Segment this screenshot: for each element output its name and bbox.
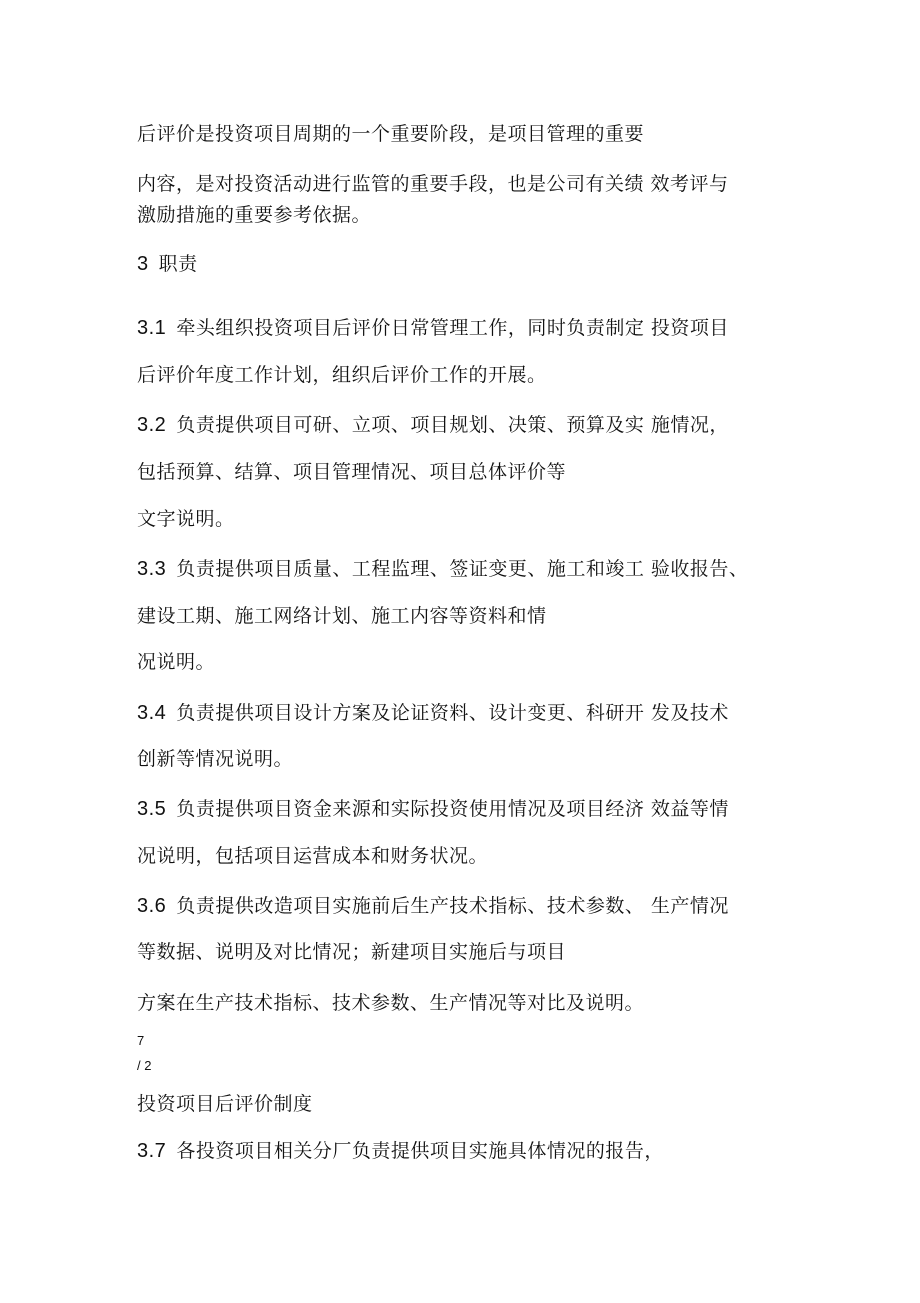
clause-3-3-line-3: 况说明。 [137,651,216,673]
clause-text: 负责提供项目可研、立项、项目规划、决策、预算及实 施情况， [176,414,729,436]
clause-text: 负责提供项目质量、工程监理、签证变更、施工和竣工 验收报告、 [176,558,749,580]
clause-3-6-line-2: 等数据、说明及对比情况；新建项目实施后与项目 [137,941,567,963]
clause-3-2-line-1 [137,412,729,438]
clause-text: 负责提供项目设计方案及论证资料、设计变更、科研开 发及技术 [176,702,729,724]
clause-number: 3.6 [137,895,167,917]
clause-3-3-line-1 [137,556,748,582]
clause-text: 负责提供改造项目实施前后生产技术指标、技术参数、 生产情况 [176,895,729,917]
clause-number: 3.1 [137,317,167,339]
clause-3-5-line-2: 况说明，包括项目运营成本和财务状况。 [137,845,489,867]
clause-3-4-line-1 [137,700,729,726]
section-number: 3 [137,253,149,275]
clause-3-1-line-2: 后评价年度工作计划，组织后评价工作的开展。 [137,364,547,386]
intro-line-3: 激励措施的重要参考依据。 [137,204,372,226]
clause-3-4-line-2: 创新等情况说明。 [137,748,294,770]
clause-number: 3.3 [137,558,167,580]
clause-3-1-line-1 [137,315,729,341]
clause-3-6-line-1 [137,893,729,919]
clause-3-6-line-3: 方案在生产技术指标、技术参数、生产情况等对比及说明。 [137,992,645,1014]
page-total: / 2 [137,1058,152,1073]
intro-line-1: 后评价是投资项目周期的一个重要阶段，是项目管理的重要 [137,123,645,145]
clause-text: 负责提供项目资金来源和实际投资使用情况及项目经济 效益等情 [176,798,729,820]
clause-3-7-line-1 [137,1138,664,1164]
clause-number: 3.4 [137,702,167,724]
section-heading [137,251,198,277]
clause-text: 各投资项目相关分厂负责提供项目实施具体情况的报告， [176,1140,664,1162]
clause-3-2-line-2: 包括预算、结算、项目管理情况、项目总体评价等 [137,461,567,483]
clause-text: 牵头组织投资项目后评价日常管理工作，同时负责制定 投资项目 [176,317,729,339]
clause-3-2-line-3: 文字说明。 [137,508,235,530]
clause-number: 3.5 [137,798,167,820]
clause-number: 3.2 [137,414,167,436]
clause-3-5-line-1 [137,796,729,822]
clause-number: 3.7 [137,1140,167,1162]
intro-line-2: 内容，是对投资活动进行监管的重要手段，也是公司有关绩 效考评与 [137,173,729,195]
section-title: 职责 [158,253,198,275]
clause-3-3-line-2: 建设工期、施工网络计划、施工内容等资料和情 [137,605,547,627]
page-number: 7 [137,1033,145,1048]
running-header: 投资项目后评价制度 [137,1093,313,1115]
